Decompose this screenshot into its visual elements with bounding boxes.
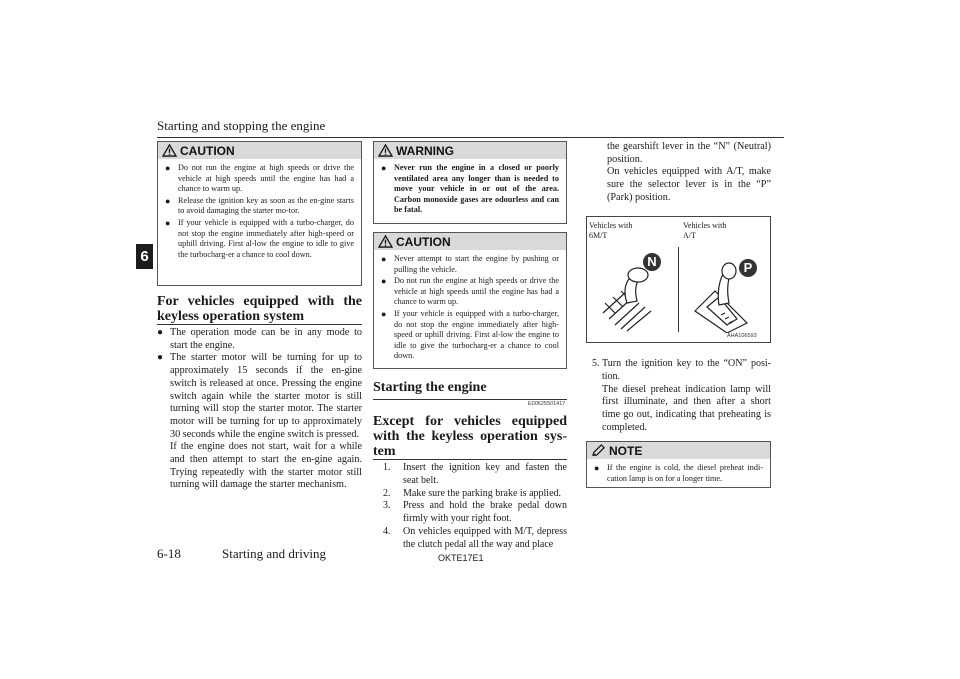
- steps-list: [383, 462, 567, 552]
- caution-item: ● If your vehicle is equipped with a turbo-charger, do not stop the engine immediately after high-speed or uphill driving. First al-low the engine to idle to give the turbocharg-er a chance to cool down.: [165, 217, 354, 259]
- caution-item: ● Do not run the engine at high speeds or drive the vehicle at high speeds until the engine has had a chance to warm up.: [165, 163, 354, 194]
- figure-divider: [678, 247, 679, 332]
- step-5: [586, 358, 771, 434]
- warning-box: [373, 141, 567, 224]
- list-item: ● The operation mode can be in any mode to start the engine.: [157, 327, 362, 351]
- footer-code: OKTE17E1: [438, 553, 484, 563]
- page-number: 6-18: [157, 546, 181, 561]
- park-badge: P: [739, 259, 757, 277]
- figure-code: AHA106593: [727, 333, 757, 339]
- note-header: [587, 442, 770, 459]
- caution-item: ● Release the ignition key as soon as the en-gine starts to avoid damaging the starter mo-tor.: [165, 195, 354, 216]
- bullet-icon: ●: [165, 163, 171, 173]
- bullet-icon: ●: [381, 163, 387, 173]
- chapter-title: Starting and driving: [222, 546, 326, 561]
- section-title-non-keyless: Except for vehicles equipped with the keyless operation sys-tem: [373, 414, 567, 459]
- caution-header: [158, 142, 361, 159]
- section-title-keyless: For vehicles equipped with the keyless operation system: [157, 294, 362, 324]
- list-item: 3. Press and hold the brake pedal down firmly with your right foot.: [383, 500, 567, 525]
- list-item: 4. On vehicles equipped with M/T, depress the clutch pedal all the way and place: [383, 525, 567, 550]
- bullet-icon: ●: [594, 463, 600, 473]
- caution-label: CAUTION: [180, 143, 235, 158]
- warning-triangle-icon: [378, 235, 393, 248]
- bullet-icon: ●: [381, 308, 387, 319]
- header-rule: [157, 137, 784, 138]
- bullet-icon: ●: [381, 276, 387, 287]
- caution-box-middle: [373, 232, 567, 369]
- list-item: 5. Turn the ignition key to the “ON” posi-tion.: [592, 358, 771, 382]
- note-item: ● If the engine is cold, the diesel preheat indi-cation lamp is on for a longer time.: [594, 463, 763, 483]
- section-code: E00625501417: [528, 401, 566, 407]
- selector-paragraph: On vehicles equipped with A/T, make sure the selector lever is in the “P” (Park) position.: [607, 166, 771, 203]
- manual-shift-illustration: [593, 251, 673, 333]
- bullet-icon: ●: [165, 217, 171, 228]
- figure-label-mt: Vehicles with 6M/T: [589, 221, 633, 240]
- list-item: 2. Make sure the parking brake is applied.: [383, 487, 562, 499]
- caution-label: CAUTION: [396, 234, 451, 249]
- warning-label: WARNING: [396, 143, 454, 158]
- bullet-icon: ●: [381, 254, 387, 264]
- gear-figure: [586, 216, 771, 343]
- right-intro: [607, 141, 771, 205]
- pencil-icon: [591, 444, 606, 457]
- neutral-badge: N: [643, 253, 661, 271]
- keyless-bullets: [157, 327, 362, 492]
- bullet-icon: ●: [157, 327, 164, 338]
- list-item: ● The starter motor will be turning for up to approximately 15 seconds if the en-gine switch is released at once. Pressing the engine switch again while the starter motor is still turning will stop the starter motor. The starter motor will be turning for up to approximately 30 seconds while the engine switch is pressed.: [157, 352, 362, 440]
- figure-label-at: Vehicles with A/T: [683, 221, 727, 240]
- warning-triangle-icon: [378, 144, 393, 157]
- chapter-tab: 6: [136, 244, 153, 269]
- section-title-starting: Starting the engine: [373, 380, 567, 400]
- caution-box-left: [157, 141, 362, 286]
- caution-item: ● Never attempt to start the engine by pushing or pulling the vehicle.: [381, 254, 559, 274]
- warning-header: [374, 142, 566, 159]
- page-header-title: Starting and stopping the engine: [157, 118, 326, 133]
- note-label: NOTE: [609, 443, 643, 458]
- bullet-icon: ●: [157, 352, 164, 364]
- gearshift-paragraph: the gearshift lever in the “N” (Neutral) position.: [607, 141, 771, 165]
- list-item: 1. Insert the ignition key and fasten the seat belt.: [383, 462, 567, 486]
- bullet-icon: ●: [165, 195, 171, 206]
- keyless-paragraph: If the engine does not start, wait for a while and then attempt to start the en-gine again. Trying repeatedly with the starter motor still turning will damage the starter mechanism.: [170, 441, 362, 491]
- caution-item: ● Do not run the engine at high speeds or drive the vehicle at high speeds until the engine has had a chance to warm up.: [381, 276, 559, 307]
- note-box: [586, 441, 771, 488]
- warning-item: ● Never run the engine in a closed or poorly ventilated area any longer than is needed to move your vehicle in or out of the area. Carbon monoxide gases are odourless and can be fatal.: [381, 163, 559, 215]
- caution-header: [374, 233, 566, 250]
- warning-triangle-icon: [162, 144, 177, 157]
- caution-item: ● If your vehicle is equipped with a turbo-charger, do not stop the engine immediately after high-speed or uphill driving. First al-low the engine to idle to give the turbocharg-er a chance to cool down.: [381, 308, 559, 361]
- preheat-paragraph: The diesel preheat indication lamp will first illuminate, and then after a short time go out, indicating that preheating is completed.: [602, 383, 771, 433]
